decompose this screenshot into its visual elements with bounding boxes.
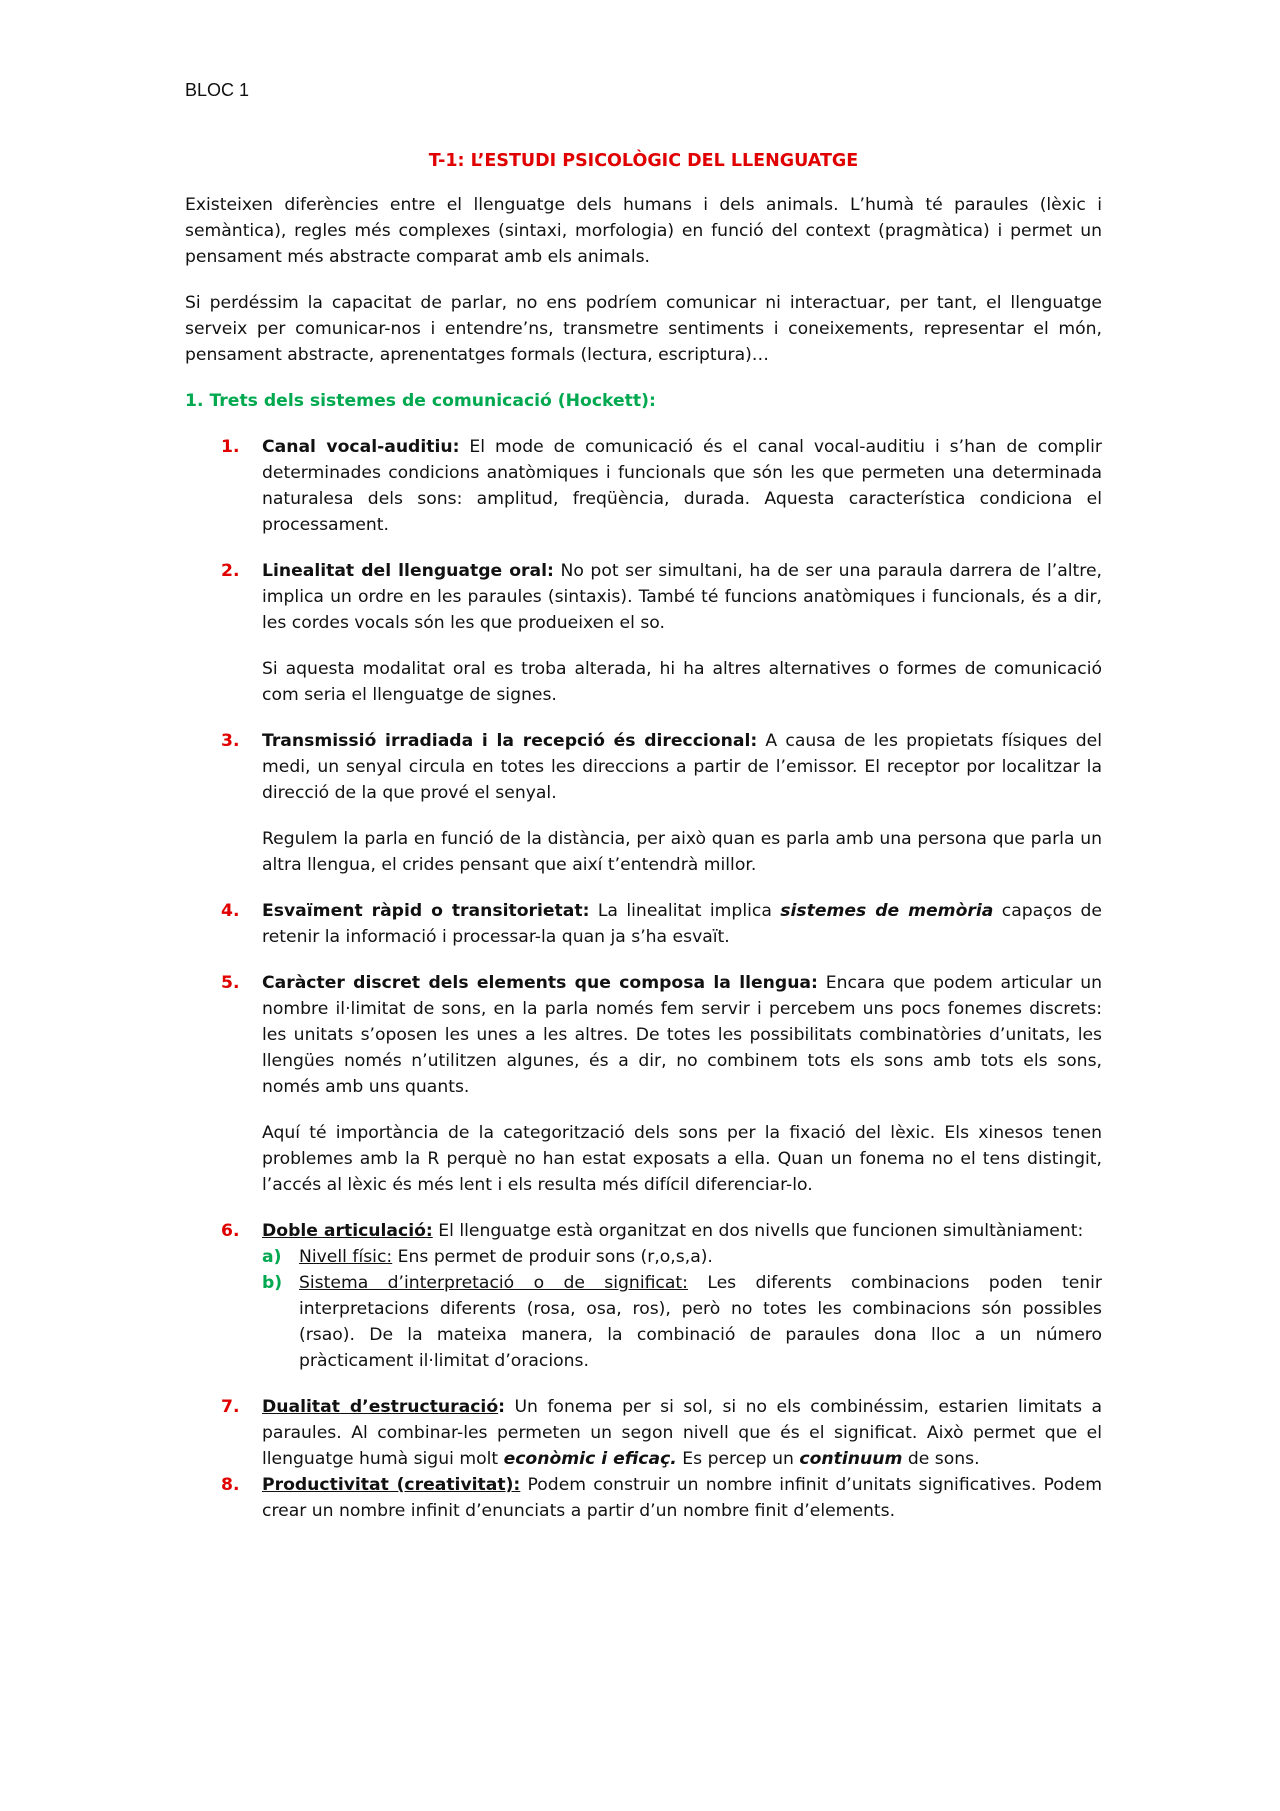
item-paragraph	[262, 1472, 1102, 1524]
item-number: 4.	[221, 901, 240, 921]
item-text: Es percep un	[676, 1449, 800, 1469]
item-term-colon: :	[498, 1397, 506, 1417]
list-item	[185, 434, 1102, 538]
item-text: A causa de les propietats físiques del medi, un senyal circula en totes les direccions a partir de l’emissor. El receptor por localitzar la direcció de la que prové el senyal.	[262, 731, 1102, 803]
item-extra-paragraph: Si aquesta modalitat oral es troba alterada, hi ha altres alternatives o formes de comunicació com seria el llenguatge de signes.	[262, 659, 1102, 705]
item-number: 5.	[221, 973, 240, 993]
item-term: Dualitat d’estructuració	[262, 1397, 499, 1417]
sub-item-label: a)	[262, 1247, 282, 1267]
item-paragraph	[262, 558, 1102, 636]
item-text: de sons.	[902, 1449, 980, 1469]
item-extra-paragraph: Regulem la parla en funció de la distància, per això quan es parla amb una persona que parla un altra llengua, el crides pensant que així t’entendrà millor.	[262, 829, 1102, 875]
list-item	[185, 728, 1102, 878]
item-term: Doble articulació:	[262, 1221, 433, 1241]
item-paragraph	[262, 434, 1102, 538]
list-item	[185, 898, 1102, 950]
sub-item-text: Ens permet de produir sons (r,o,s,a).	[392, 1247, 713, 1267]
page-header: BLOC 1	[185, 80, 250, 100]
item-number: 7.	[221, 1397, 240, 1417]
item-term: Esvaïment ràpid o transitorietat:	[262, 901, 590, 921]
item-text: No pot ser simultani, ha de ser una paraula darrera de l’altre, implica un ordre en les paraules (sintaxis). També té funcions anatòmiques i funcionals, és a dir, les cordes vocals són les que produeixen el so.	[262, 561, 1102, 633]
document-body	[185, 148, 1102, 1544]
item-text: El llenguatge està organitzat en dos nivells que funcionen simultàniament:	[432, 1221, 1084, 1241]
item-number: 2.	[221, 561, 240, 581]
item-number: 8.	[221, 1475, 240, 1495]
sub-item-label: b)	[262, 1273, 283, 1293]
item-emphasis: econòmic i eficaç.	[503, 1449, 677, 1469]
sub-item-term: Nivell físic:	[299, 1247, 393, 1267]
list-item	[185, 970, 1102, 1198]
section-heading: 1. Trets dels sistemes de comunicació (Hockett):	[185, 391, 656, 411]
item-number: 6.	[221, 1221, 240, 1241]
sub-item-term: Sistema d’interpretació o de significat:	[299, 1273, 688, 1293]
item-term: Productivitat (creativitat):	[262, 1475, 521, 1495]
list-item	[185, 1218, 1102, 1374]
item-text: El mode de comunicació és el canal vocal-auditiu i s’han de complir determinades condicions anatòmiques i funcionals que són les que permeten una determinada naturalesa dels sons: amplitud, freqüència, durada. Aquesta característica condiciona el processament.	[262, 437, 1102, 535]
item-text: Un fonema per si sol, si no els combinéssim, estarien limitats a paraules. Al combinar-les permeten un segon nivell que és el significat. Això permet que el llenguatge humà sigui molt	[262, 1397, 1103, 1469]
item-emphasis: sistemes de memòria	[780, 901, 994, 921]
item-paragraph	[262, 970, 1102, 1100]
sub-item	[262, 1270, 1102, 1374]
list-item	[185, 1472, 1102, 1524]
intro-paragraph-1: Existeixen diferències entre el llenguatge dels humans i dels animals. L’humà té paraules (lèxic i semàntica), regles més complexes (sintaxi, morfologia) en funció del context (pragmàtica) i permet un pensament més abstracte comparat amb els animals.	[185, 195, 1102, 267]
sub-item-paragraph	[299, 1244, 1102, 1270]
intro-paragraph-2: Si perdéssim la capacitat de parlar, no ens podríem comunicar ni interactuar, per tant, el llenguatge serveix per comunicar-nos i entendre’ns, transmetre sentiments i coneixements, representar el món, pensament abstracte, aprenentatges formals (lectura, escriptura)…	[185, 293, 1102, 365]
list-item	[185, 1394, 1102, 1472]
item-term: Transmissió irradiada i la recepció és direccional:	[262, 731, 758, 751]
item-term: Caràcter discret dels elements que composa la llengua:	[262, 973, 818, 993]
item-text: Encara que podem articular un nombre il·limitat de sons, en la parla només fem servir i percebem uns pocs fonemes discrets: les unitats s’oposen les unes a les altres. De totes les possibilitats combinatòries d’unitats, les llengües només n’utilitzen algunes, és a dir, no combinem tots els sons amb tots els sons, només amb uns quants.	[262, 973, 1102, 1097]
list-item	[185, 558, 1102, 708]
sub-item-text: Les diferents combinacions poden tenir interpretacions diferents (rosa, osa, ros), però no totes les combinacions són possibles (rsao). De la mateixa manera, la combinació de paraules dona lloc a un número pràcticament il·limitat d’oracions.	[299, 1273, 1102, 1371]
page-title: T-1: L’ESTUDI PSICOLÒGIC DEL LLENGUATGE	[428, 151, 859, 171]
item-extra-paragraph: Aquí té importància de la categorització dels sons per la fixació del lèxic. Els xinesos tenen problemes amb la R perquè no han estat exposats a ella. Quan un fonema no el tens distingit, l’accés al lèxic és més lent i els resulta més difícil diferenciar-lo.	[262, 1123, 1102, 1195]
item-number: 1.	[221, 437, 240, 457]
sub-item	[262, 1244, 1102, 1270]
item-paragraph	[262, 1394, 1102, 1472]
sub-item-paragraph	[299, 1270, 1102, 1374]
item-paragraph	[262, 898, 1102, 950]
item-text: La linealitat implica	[589, 901, 781, 921]
item-text: Podem construir un nombre infinit d’unitats significatives. Podem crear un nombre infinit d’enunciats a partir d’un nombre finit d’elements.	[262, 1475, 1103, 1521]
item-term: Canal vocal-auditiu:	[262, 437, 460, 457]
item-term: Linealitat del llenguatge oral:	[262, 561, 554, 581]
item-text: capaços de retenir la informació i processar-la quan ja s’ha esvaït.	[262, 901, 1102, 947]
item-emphasis: continuum	[799, 1449, 903, 1469]
item-paragraph	[262, 1218, 1102, 1244]
item-number: 3.	[221, 731, 240, 751]
item-paragraph	[262, 728, 1102, 806]
